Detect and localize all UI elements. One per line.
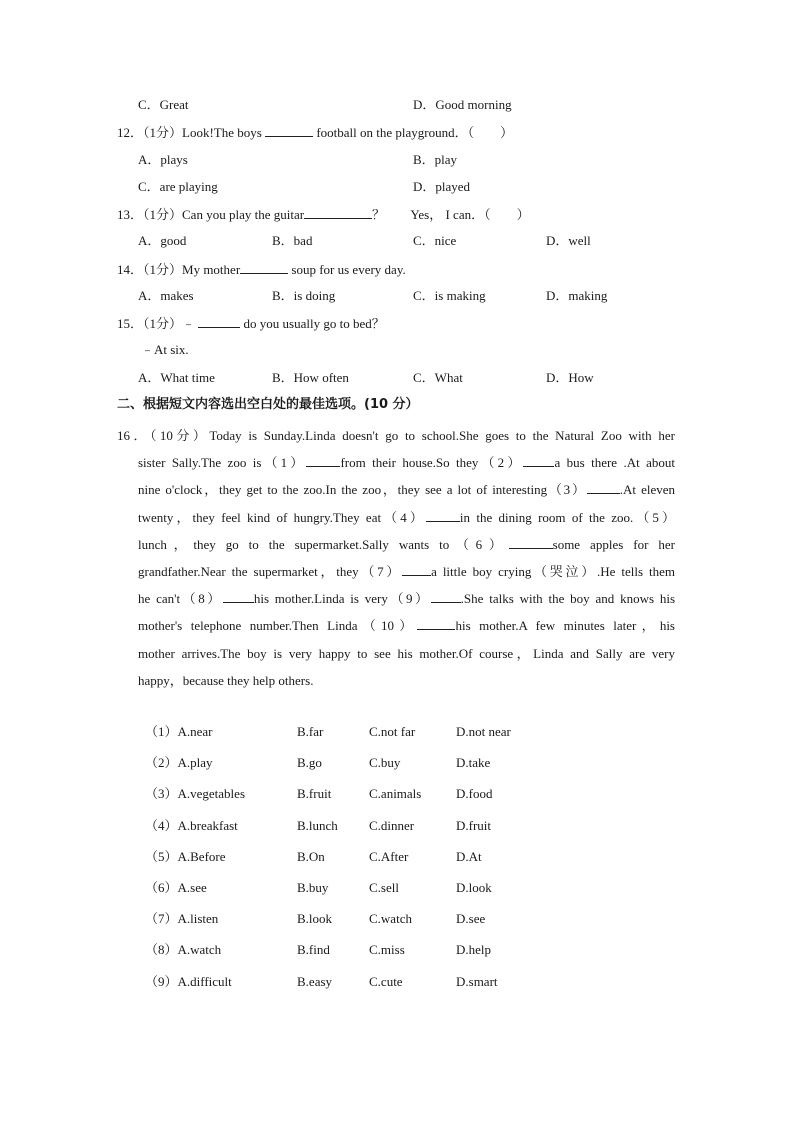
passage-text: .At eleven (619, 482, 676, 498)
passage-line (117, 585, 675, 612)
choice-3-d: D.food (456, 786, 493, 801)
choice-5-a: （5）A.Before (145, 849, 226, 864)
question-stem: Look!The boys (182, 125, 262, 140)
choice-9-a: （9）A.difficult (145, 974, 232, 989)
question-stem: Can you play the guitar (182, 207, 305, 222)
passage-text: sister Sally.The zoo is（1） (138, 455, 307, 471)
passage-text: mother's telephone number.Then Linda（10） (138, 618, 418, 634)
choice-1-d: D.not near (456, 724, 511, 739)
q14-option-a: A．makes (138, 288, 194, 303)
passage-text: lunch，they go to the supermarket.Sally wants to（6） (138, 536, 509, 552)
q15-option-b: B．How often (272, 370, 349, 385)
choice-1-b: B.far (297, 724, 324, 739)
question-stem: ） (516, 207, 530, 222)
choice-7-b: B.look (297, 911, 333, 926)
choice-5-c: C.After (369, 849, 409, 864)
choice-4-d: D.fruit (456, 818, 492, 833)
choice-3-b: B.fruit (297, 786, 332, 801)
answer-blank[interactable] (587, 481, 620, 494)
answer-blank[interactable] (523, 454, 554, 467)
q15-option-c: C．What (413, 370, 463, 385)
answer-blank[interactable] (402, 563, 431, 576)
question-15 (117, 315, 385, 332)
section-title: 二、根据短文内容选出空白处的最佳选项。(10 分） (117, 397, 419, 412)
question-stem: ？ (372, 207, 386, 222)
answer-blank[interactable] (304, 206, 372, 219)
question-stem: football on the playground．（ (316, 125, 475, 140)
passage-text: grandfather.Near the supermarket，they（7） (138, 564, 403, 580)
q15-option-a: A．What time (138, 370, 215, 385)
choice-3-a: （3）A.vegetables (145, 786, 246, 801)
passage-text: in the dining room of the zoo.（5） (459, 509, 675, 525)
passage-line (117, 476, 675, 503)
choice-3-c: C.animals (369, 786, 422, 801)
q13-option-c: C．nice (413, 233, 457, 248)
passage-text: Today is Sunday.Linda doesn't go to school.She goes to the Natural Zoo with her (209, 428, 675, 443)
question-stem: My mother (182, 262, 241, 277)
answer-blank[interactable] (431, 590, 461, 603)
passage-line (117, 558, 675, 585)
choice-5-d: D.At (456, 849, 482, 864)
passage-line (117, 612, 675, 639)
q13-option-a: A．good (138, 233, 187, 248)
question-stem: ﹣ (182, 316, 196, 331)
passage-text: his mother.A few minutes later，his (455, 618, 675, 634)
choice-1-c: C.not far (369, 724, 416, 739)
passage-line (117, 449, 675, 476)
question-number: 15．（1分） (117, 316, 183, 331)
passage-text: mother arrives.The boy is very happy to see his mother.Of course，Linda and Sally are very (138, 645, 675, 661)
passage-text: .She talks with the boy and knows his (460, 591, 676, 607)
q15-option-d: D．How (546, 370, 594, 385)
q11-option-c: C．Great (138, 97, 189, 112)
choice-2-d: D.take (456, 755, 491, 770)
question-number: 14．（1分） (117, 262, 183, 277)
choice-4-b: B.lunch (297, 818, 338, 833)
question-stem: soup for us every day. (291, 262, 406, 277)
question-stem: ） (500, 125, 514, 140)
choice-6-c: C.sell (369, 880, 399, 895)
choice-8-b: B.find (297, 942, 330, 957)
choice-9-c: C.cute (369, 974, 403, 989)
passage-text: a bus there .At about (554, 455, 675, 471)
q12-option-b: B．play (413, 152, 458, 167)
choice-6-a: （6）A.see (145, 880, 207, 895)
choice-7-d: D.see (456, 911, 486, 926)
question-stem: Yes， I can．（ (410, 207, 491, 222)
answer-blank[interactable] (265, 124, 313, 137)
passage-line (117, 504, 675, 531)
passage-line (117, 531, 675, 558)
choice-2-a: （2）A.play (145, 755, 213, 770)
choice-4-c: C.dinner (369, 818, 415, 833)
question-number: 13．（1分） (117, 207, 183, 222)
choice-7-c: C.watch (369, 911, 412, 926)
choice-6-d: D.look (456, 880, 492, 895)
passage-text: happy，because they help others. (138, 672, 314, 688)
passage-text: he can't（8） (138, 591, 223, 607)
choice-7-a: （7）A.listen (145, 911, 219, 926)
q13-option-d: D．well (546, 233, 591, 248)
passage-line (117, 640, 675, 667)
q12-option-d: D．played (413, 179, 471, 194)
answer-blank[interactable] (426, 509, 460, 522)
passage-text: nine o'clock，they get to the zoo.In the zoo，they see a lot of interesting（3） (138, 482, 587, 498)
answer-blank[interactable] (417, 617, 455, 630)
passage-text: from their house.So they（2） (340, 455, 524, 471)
choice-8-c: C.miss (369, 942, 405, 957)
choice-9-d: D.smart (456, 974, 498, 989)
q15-reply: ﹣At six. (141, 342, 189, 357)
choice-2-b: B.go (297, 755, 322, 770)
question-number: 12．（1分） (117, 125, 183, 140)
passage-text: a little boy crying（哭泣）.He tells them (431, 564, 675, 580)
answer-blank[interactable] (198, 315, 240, 328)
q14-option-b: B．is doing (272, 288, 336, 303)
question-13 (117, 206, 530, 223)
question-14 (117, 261, 406, 278)
reading-passage (117, 422, 675, 694)
passage-line (117, 422, 675, 449)
passage-text: some apples for her (552, 536, 675, 552)
passage-line (117, 667, 675, 694)
question-stem: do you usually go to bed？ (243, 316, 385, 331)
choice-8-d: D.help (456, 942, 492, 957)
choice-6-b: B.buy (297, 880, 329, 895)
q14-option-c: C．is making (413, 288, 486, 303)
q12-option-c: C．are playing (138, 179, 218, 194)
q14-option-d: D．making (546, 288, 608, 303)
choice-1-a: （1）A.near (145, 724, 213, 739)
answer-blank[interactable] (306, 454, 340, 467)
question-12 (117, 124, 513, 141)
choice-2-c: C.buy (369, 755, 401, 770)
choice-4-a: （4）A.breakfast (145, 818, 238, 833)
answer-blank[interactable] (223, 590, 254, 603)
q12-option-a: A．plays (138, 152, 188, 167)
choice-8-a: （8）A.watch (145, 942, 222, 957)
q13-option-b: B．bad (272, 233, 313, 248)
answer-blank[interactable] (509, 536, 553, 549)
choice-5-b: B.On (297, 849, 325, 864)
q11-option-d: D．Good morning (413, 97, 512, 112)
question-number: 16．（10分） (117, 428, 210, 443)
answer-blank[interactable] (240, 261, 288, 274)
passage-text: twenty，they feel kind of hungry.They eat（4） (138, 509, 426, 525)
choice-9-b: B.easy (297, 974, 333, 989)
passage-text: his mother.Linda is very（9） (253, 591, 431, 607)
